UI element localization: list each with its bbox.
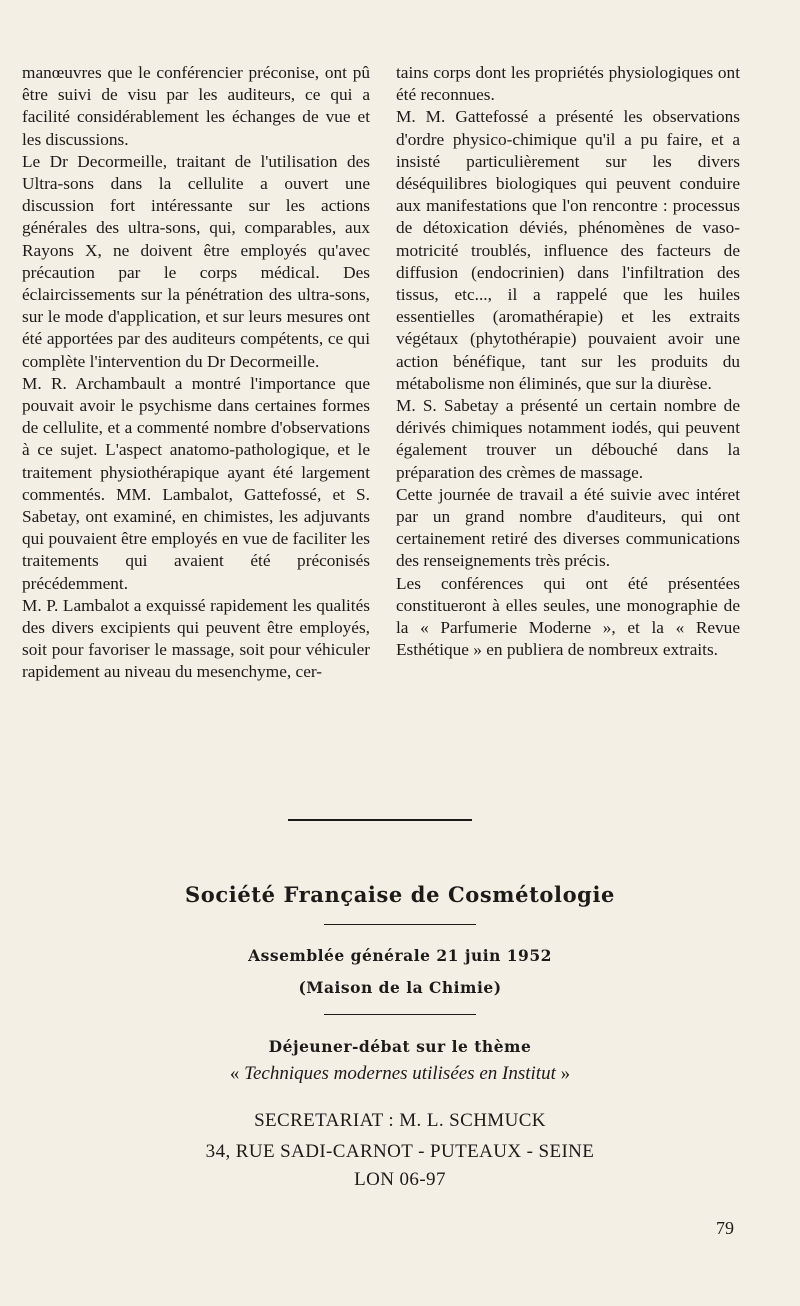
contact-address: 34, RUE SADI-CARNOT - PUTEAUX - SEINE: [205, 1141, 595, 1162]
page-number: 79: [716, 1218, 734, 1238]
assembly-location: (Maison de la Chimie): [298, 978, 502, 997]
paragraph: Les conférences qui ont été présentées constitueront à elles seules, une monographie de la « Parfumerie Moderne », et la « Revue Esthétique » en publiera de nombreux extraits.: [396, 573, 740, 660]
theme-text: Techniques modernes utilisées en Institut: [244, 1063, 556, 1084]
paragraph: M. P. Lambalot a exquissé rapidement les qualités des divers excipients qui peuvent être employés, soit pour favoriser le massage, soit pour véhiculer rapidement au niveau du mesenchyme, cer-: [22, 595, 370, 682]
left-column: [22, 62, 370, 684]
quote-close: »: [555, 1063, 571, 1084]
paragraph: manœuvres que le conférencier préconise, ont pû être suivi de visu par les auditeurs, ce qui a facilité considérablement les échanges de vue et les discussions.: [22, 63, 370, 149]
divider: [324, 1014, 476, 1015]
paragraph: M. R. Archambault a montré l'importance que pouvait avoir le psychisme dans certaines formes de cellulite, et a commenté nombre d'observations à ce sujet. L'aspect anatomo-pathologique, et le traitement physiothérapique ayant été largement commentés. MM. Lambalot, Gattefossé, et S. Sabetay, ont examiné, en chimistes, les adjuvants qui pouvaient être employés en vue de faciliter les traitements qui avaient été préconisés précédemment.: [22, 373, 370, 593]
paragraph: tains corps dont les propriétés physiologiques ont été reconnues.: [396, 63, 740, 105]
event-title: Déjeuner-débat sur le thème: [268, 1037, 532, 1056]
paragraph: M. S. Sabetay a présenté un certain nombre de dérivés chimiques notamment iodés, qui peuvent également trouver un débouché dans la préparation des crèmes de massage.: [396, 396, 740, 482]
assembly-date: Assemblée générale 21 juin 1952: [248, 946, 552, 965]
society-title: Société Française de Cosmétologie: [184, 882, 615, 907]
contact-secretariat: SECRETARIAT : M. L. SCHMUCK: [254, 1110, 546, 1131]
paragraph: Cette journée de travail a été suivie avec intéret par un grand nombre d'auditeurs, qui ont certainement retiré des diverses communications des renseignements très précis.: [396, 484, 740, 571]
paragraph: Le Dr Decormeille, traitant de l'utilisation des Ultra-sons dans la cellulite a ouvert une discussion fort intéressante sur les actions générales des ultra-sons, qui, comparables, aux Rayons X, ne doivent être employés qu'avec précaution par le corps médical. Des éclaircissements sur la pénétration des ultra-sons, sur le mode d'application, et sur leurs mesures ont été apportées par des auditeurs compétents, ce qui complète l'intervention du Dr Decormeille.: [22, 151, 370, 371]
right-column: [396, 62, 740, 661]
divider: [324, 924, 476, 925]
quote-open: «: [229, 1063, 245, 1084]
contact-phone: LON 06-97: [354, 1169, 446, 1190]
section-divider: [288, 819, 472, 821]
paragraph: M. M. Gattefossé a présenté les observations d'ordre physico-chimique qu'il a pu faire, et a insisté particulièrement sur les divers déséquilibres biologiques qui peuvent conduire aux manifestations que l'on rencontre : processus de détoxication déviés, phénomènes de vaso-motricité troublés, influence des facteurs de diffusion (endocrinien) dans l'infiltration des tissus, etc..., il a rappelé que les huiles essentielles (aromathérapie) et les extraits végétaux (phytothérapie) pouvaient avoir une action bénéfique, tant sur les produits du métabolisme non éliminés, que sur la diurèse.: [396, 107, 740, 393]
event-theme: [0, 1063, 800, 1085]
